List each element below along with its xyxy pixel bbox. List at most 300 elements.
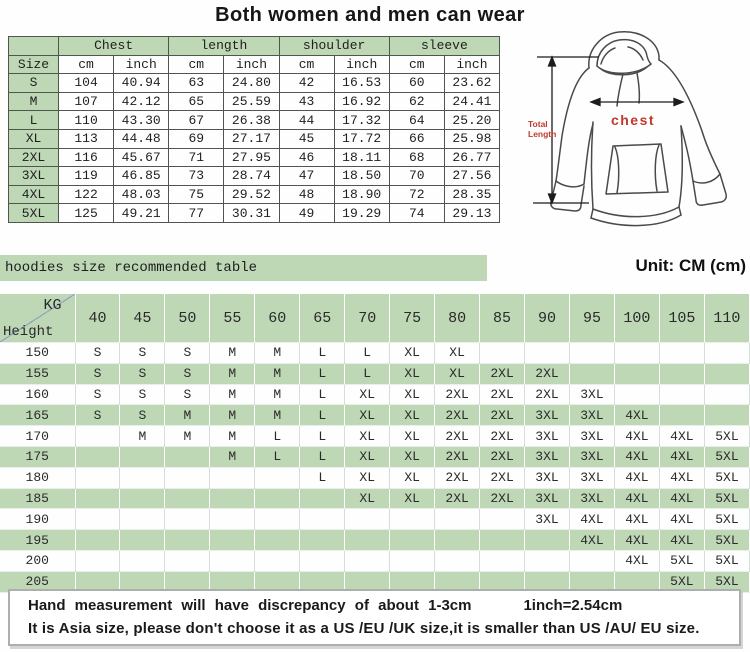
measure-group-header: shoulder: [279, 37, 389, 56]
size-cell: XL: [390, 467, 435, 488]
size-cell: [345, 509, 390, 530]
size-cell: 5XL: [704, 509, 749, 530]
measure-row: [9, 111, 500, 130]
size-cell: [120, 530, 165, 551]
height-value: 200: [0, 550, 75, 571]
measure-value: 74: [389, 204, 444, 223]
size-cell: 3XL: [525, 405, 570, 426]
size-cell: [75, 488, 120, 509]
weight-header: 75: [390, 294, 435, 343]
measure-value: 125: [59, 204, 114, 223]
measure-value: 67: [169, 111, 224, 130]
size-cell: 2XL: [435, 426, 480, 447]
recommend-row: [0, 530, 750, 551]
size-cell: 4XL: [659, 446, 704, 467]
size-cell: 3XL: [569, 426, 614, 447]
measure-value: 16.53: [334, 74, 389, 93]
size-cell: 2XL: [480, 488, 525, 509]
measure-value: 119: [59, 167, 114, 186]
measure-value: 62: [389, 92, 444, 111]
weight-header: 70: [345, 294, 390, 343]
size-cell: M: [210, 426, 255, 447]
measure-value: 113: [59, 129, 114, 148]
size-cell: [165, 530, 210, 551]
size-cell: 3XL: [525, 467, 570, 488]
measure-subheader-row: [9, 55, 500, 74]
size-cell: M: [120, 426, 165, 447]
measure-value: 64: [389, 111, 444, 130]
size-cell: [704, 363, 749, 384]
size-cell: XL: [390, 446, 435, 467]
hoodie-diagram: [527, 26, 749, 244]
size-label: M: [9, 92, 59, 111]
size-cell: 4XL: [614, 509, 659, 530]
size-cell: [120, 550, 165, 571]
unit-label: Unit: CM (cm): [635, 256, 746, 275]
measure-value: 42: [279, 74, 334, 93]
size-cell: [165, 550, 210, 571]
measure-value: 70: [389, 167, 444, 186]
size-cell: [120, 509, 165, 530]
height-value: 195: [0, 530, 75, 551]
size-cell: [255, 530, 300, 551]
size-cell: [614, 384, 659, 405]
size-cell: XL: [390, 405, 435, 426]
size-cell: [75, 550, 120, 571]
size-cell: [390, 509, 435, 530]
total-length-label-line1: Total: [528, 119, 548, 129]
size-cell: L: [255, 446, 300, 467]
size-cell: [704, 343, 749, 364]
measure-value: 28.74: [224, 167, 279, 186]
measure-value: 107: [59, 92, 114, 111]
size-cell: 4XL: [659, 488, 704, 509]
measure-value: 24.80: [224, 74, 279, 93]
size-cell: 5XL: [704, 488, 749, 509]
weight-header: 60: [255, 294, 300, 343]
size-cell: [614, 363, 659, 384]
size-cell: [704, 405, 749, 426]
measure-value: 44.48: [114, 129, 169, 148]
measure-row: [9, 148, 500, 167]
size-cell: 4XL: [569, 530, 614, 551]
measure-value: 72: [389, 185, 444, 204]
size-cell: 2XL: [480, 363, 525, 384]
weight-header: 95: [569, 294, 614, 343]
size-cell: M: [210, 363, 255, 384]
size-cell: 4XL: [614, 405, 659, 426]
measure-value: 77: [169, 204, 224, 223]
size-cell: [480, 530, 525, 551]
unit-subheader: cm: [59, 55, 114, 74]
size-cell: 5XL: [659, 550, 704, 571]
size-cell: 3XL: [569, 488, 614, 509]
size-cell: XL: [345, 446, 390, 467]
size-cell: L: [255, 426, 300, 447]
size-cell: [659, 405, 704, 426]
unit-subheader: inch: [224, 55, 279, 74]
size-cell: [480, 509, 525, 530]
recommend-row: [0, 509, 750, 530]
size-cell: 5XL: [704, 530, 749, 551]
measure-value: 17.32: [334, 111, 389, 130]
size-cell: M: [255, 363, 300, 384]
size-cell: [255, 509, 300, 530]
size-cell: S: [120, 343, 165, 364]
weight-header: 40: [75, 294, 120, 343]
size-cell: 3XL: [525, 446, 570, 467]
measure-value: 46: [279, 148, 334, 167]
size-cell: 5XL: [704, 446, 749, 467]
size-cell: 2XL: [525, 384, 570, 405]
weight-header: 85: [480, 294, 525, 343]
size-cell: 3XL: [569, 405, 614, 426]
size-cell: [165, 467, 210, 488]
size-cell: 3XL: [525, 488, 570, 509]
size-cell: [300, 550, 345, 571]
unit-subheader: inch: [114, 55, 169, 74]
footnote-measure-note: Hand measurement will have discrepancy of about 1-3cm: [28, 597, 472, 614]
measure-value: 47: [279, 167, 334, 186]
size-cell: M: [210, 343, 255, 364]
size-cell: [569, 343, 614, 364]
measure-value: 18.90: [334, 185, 389, 204]
height-value: 165: [0, 405, 75, 426]
weight-header: 105: [659, 294, 704, 343]
size-cell: L: [300, 446, 345, 467]
measure-value: 19.29: [334, 204, 389, 223]
size-cell: 2XL: [480, 384, 525, 405]
measure-header-row: [9, 37, 500, 56]
weight-header: 80: [435, 294, 480, 343]
measure-value: 45: [279, 129, 334, 148]
height-value: 205: [0, 571, 75, 592]
measure-value: 29.52: [224, 185, 279, 204]
size-cell: S: [165, 384, 210, 405]
measure-value: 65: [169, 92, 224, 111]
measure-row: [9, 92, 500, 111]
size-cell: [569, 363, 614, 384]
unit-subheader: cm: [279, 55, 334, 74]
size-cell: 2XL: [525, 363, 570, 384]
measure-group-header: length: [169, 37, 279, 56]
height-value: 175: [0, 446, 75, 467]
size-cell: S: [75, 384, 120, 405]
measure-value: 68: [389, 148, 444, 167]
size-cell: L: [345, 343, 390, 364]
measure-value: 48.03: [114, 185, 169, 204]
measure-value: 48: [279, 185, 334, 204]
weight-header: 90: [525, 294, 570, 343]
size-cell: [300, 509, 345, 530]
size-cell: XL: [345, 426, 390, 447]
recommend-row: [0, 446, 750, 467]
inch-conversion-note: 1inch=2.54cm: [523, 597, 623, 614]
size-cell: 2XL: [435, 467, 480, 488]
size-cell: S: [120, 405, 165, 426]
size-cell: [210, 509, 255, 530]
measure-value: 29.13: [444, 204, 499, 223]
size-cell: M: [210, 405, 255, 426]
size-cell: [255, 550, 300, 571]
height-axis-label: Height: [3, 324, 54, 340]
size-cell: XL: [390, 363, 435, 384]
size-cell: [75, 446, 120, 467]
size-cell: 3XL: [525, 509, 570, 530]
size-cell: [345, 550, 390, 571]
page-title: Both women and men can wear: [215, 4, 525, 26]
size-cell: [210, 530, 255, 551]
kg-axis-label: KG: [43, 297, 62, 314]
footnote-line1: [28, 597, 721, 614]
measure-row: [9, 167, 500, 186]
size-cell: M: [210, 446, 255, 467]
size-cell: 2XL: [435, 405, 480, 426]
size-label: 4XL: [9, 185, 59, 204]
measure-value: 25.20: [444, 111, 499, 130]
size-cell: XL: [345, 488, 390, 509]
height-value: 160: [0, 384, 75, 405]
size-cell: 4XL: [614, 446, 659, 467]
size-cell: [390, 530, 435, 551]
size-cell: 2XL: [480, 426, 525, 447]
size-cell: 4XL: [614, 530, 659, 551]
size-cell: [435, 550, 480, 571]
measure-value: 27.17: [224, 129, 279, 148]
measure-value: 49: [279, 204, 334, 223]
size-cell: M: [210, 384, 255, 405]
measure-value: 44: [279, 111, 334, 130]
unit-subheader: cm: [389, 55, 444, 74]
measure-value: 27.95: [224, 148, 279, 167]
footnote-box: [8, 589, 741, 646]
measure-value: 66: [389, 129, 444, 148]
size-cell: [569, 550, 614, 571]
weight-header: 50: [165, 294, 210, 343]
recommend-table: [0, 294, 750, 593]
recommend-row: [0, 405, 750, 426]
size-cell: M: [165, 426, 210, 447]
size-label: 2XL: [9, 148, 59, 167]
size-cell: L: [300, 384, 345, 405]
measure-value: 16.92: [334, 92, 389, 111]
size-cell: 2XL: [480, 467, 525, 488]
size-cell: XL: [345, 384, 390, 405]
recommend-row: [0, 550, 750, 571]
size-cell: 4XL: [569, 509, 614, 530]
size-cell: 4XL: [614, 488, 659, 509]
size-cell: S: [75, 405, 120, 426]
size-cell: [345, 530, 390, 551]
size-cell: [75, 467, 120, 488]
measure-value: 122: [59, 185, 114, 204]
size-cell: [210, 550, 255, 571]
size-cell: 3XL: [569, 446, 614, 467]
size-cell: [120, 467, 165, 488]
size-cell: 5XL: [704, 550, 749, 571]
size-cell: L: [300, 343, 345, 364]
size-cell: 2XL: [435, 488, 480, 509]
recommend-row: [0, 488, 750, 509]
measure-value: 69: [169, 129, 224, 148]
measure-value: 104: [59, 74, 114, 93]
size-cell: M: [165, 405, 210, 426]
size-cell: XL: [390, 488, 435, 509]
size-label: L: [9, 111, 59, 130]
weight-header: 100: [614, 294, 659, 343]
size-cell: [480, 343, 525, 364]
recommend-row: [0, 467, 750, 488]
size-cell: [435, 509, 480, 530]
measure-row: [9, 129, 500, 148]
size-cell: 3XL: [569, 384, 614, 405]
size-cell: [300, 530, 345, 551]
size-cell: 2XL: [480, 405, 525, 426]
measure-value: 46.85: [114, 167, 169, 186]
size-cell: [255, 488, 300, 509]
size-cell: 5XL: [704, 571, 749, 592]
size-label: 5XL: [9, 204, 59, 223]
size-cell: [525, 550, 570, 571]
size-cell: [525, 530, 570, 551]
weight-header: 55: [210, 294, 255, 343]
size-cell: [659, 343, 704, 364]
size-cell: [390, 550, 435, 571]
size-cell: [659, 363, 704, 384]
size-label: 3XL: [9, 167, 59, 186]
measure-row: [9, 185, 500, 204]
size-cell: S: [120, 384, 165, 405]
measure-value: 30.31: [224, 204, 279, 223]
measure-row: [9, 204, 500, 223]
recommended-table-caption: hoodies size recommended table: [0, 255, 487, 281]
measure-value: 49.21: [114, 204, 169, 223]
size-cell: [210, 488, 255, 509]
weight-header: 65: [300, 294, 345, 343]
measure-value: 116: [59, 148, 114, 167]
size-cell: M: [255, 343, 300, 364]
size-cell: [704, 384, 749, 405]
measure-value: 24.41: [444, 92, 499, 111]
size-cell: [75, 426, 120, 447]
chest-label: chest: [610, 112, 656, 128]
size-cell: [75, 530, 120, 551]
measure-group-header: sleeve: [389, 37, 499, 56]
size-cell: M: [255, 384, 300, 405]
size-cell: M: [255, 405, 300, 426]
size-cell: [165, 509, 210, 530]
measure-value: 43: [279, 92, 334, 111]
height-value: 180: [0, 467, 75, 488]
measure-value: 28.35: [444, 185, 499, 204]
size-cell: S: [120, 363, 165, 384]
measure-value: 45.67: [114, 148, 169, 167]
hoodie-outline: [551, 32, 726, 226]
height-value: 170: [0, 426, 75, 447]
measure-value: 73: [169, 167, 224, 186]
size-cell: 4XL: [614, 426, 659, 447]
recommend-row: [0, 343, 750, 364]
height-value: 185: [0, 488, 75, 509]
measure-value: 60: [389, 74, 444, 93]
size-cell: [614, 343, 659, 364]
total-length-label-line2: Length: [528, 129, 557, 139]
height-value: 150: [0, 343, 75, 364]
size-cell: [120, 488, 165, 509]
size-column-header: Size: [9, 55, 59, 74]
size-cell: [525, 343, 570, 364]
size-cell: [120, 446, 165, 467]
size-cell: L: [300, 405, 345, 426]
size-cell: [165, 446, 210, 467]
size-cell: 2XL: [435, 446, 480, 467]
size-cell: XL: [345, 405, 390, 426]
size-label: S: [9, 74, 59, 93]
size-cell: 4XL: [614, 550, 659, 571]
size-cell: L: [300, 426, 345, 447]
measure-value: 71: [169, 148, 224, 167]
size-cell: L: [300, 467, 345, 488]
measure-value: 26.38: [224, 111, 279, 130]
size-cell: 5XL: [659, 571, 704, 592]
hoodie-illustration: [527, 26, 749, 244]
size-cell: [75, 509, 120, 530]
weight-header: 110: [704, 294, 749, 343]
measure-value: 40.94: [114, 74, 169, 93]
height-value: 190: [0, 509, 75, 530]
size-cell: 4XL: [659, 426, 704, 447]
size-cell: S: [75, 363, 120, 384]
size-cell: 4XL: [659, 509, 704, 530]
unit-subheader: inch: [444, 55, 499, 74]
recommend-row: [0, 363, 750, 384]
size-cell: XL: [345, 467, 390, 488]
size-cell: XL: [390, 384, 435, 405]
size-cell: S: [165, 363, 210, 384]
measure-value: 25.59: [224, 92, 279, 111]
size-cell: 4XL: [659, 530, 704, 551]
measure-value: 25.98: [444, 129, 499, 148]
size-cell: XL: [435, 363, 480, 384]
size-cell: 3XL: [569, 467, 614, 488]
size-cell: 4XL: [614, 467, 659, 488]
measure-value: 27.56: [444, 167, 499, 186]
measure-value: 110: [59, 111, 114, 130]
recommend-row: [0, 426, 750, 447]
size-cell: [210, 467, 255, 488]
unit-subheader: inch: [334, 55, 389, 74]
recommend-row: [0, 384, 750, 405]
size-label: XL: [9, 129, 59, 148]
measurement-table: [8, 36, 500, 223]
footnote-line2: It is Asia size, please don't choose it as a US /EU /UK size,it is smaller than US /AU/ EU size.: [28, 620, 700, 637]
size-cell: 4XL: [659, 467, 704, 488]
size-cell: S: [75, 343, 120, 364]
size-cell: XL: [435, 343, 480, 364]
size-cell: 5XL: [704, 467, 749, 488]
unit-subheader: cm: [169, 55, 224, 74]
size-cell: 2XL: [435, 384, 480, 405]
measure-row: [9, 74, 500, 93]
size-cell: [435, 530, 480, 551]
size-cell: [165, 488, 210, 509]
measure-value: 17.72: [334, 129, 389, 148]
measure-value: 18.50: [334, 167, 389, 186]
size-cell: [300, 488, 345, 509]
size-cell: [255, 467, 300, 488]
measure-value: 23.62: [444, 74, 499, 93]
size-cell: L: [345, 363, 390, 384]
